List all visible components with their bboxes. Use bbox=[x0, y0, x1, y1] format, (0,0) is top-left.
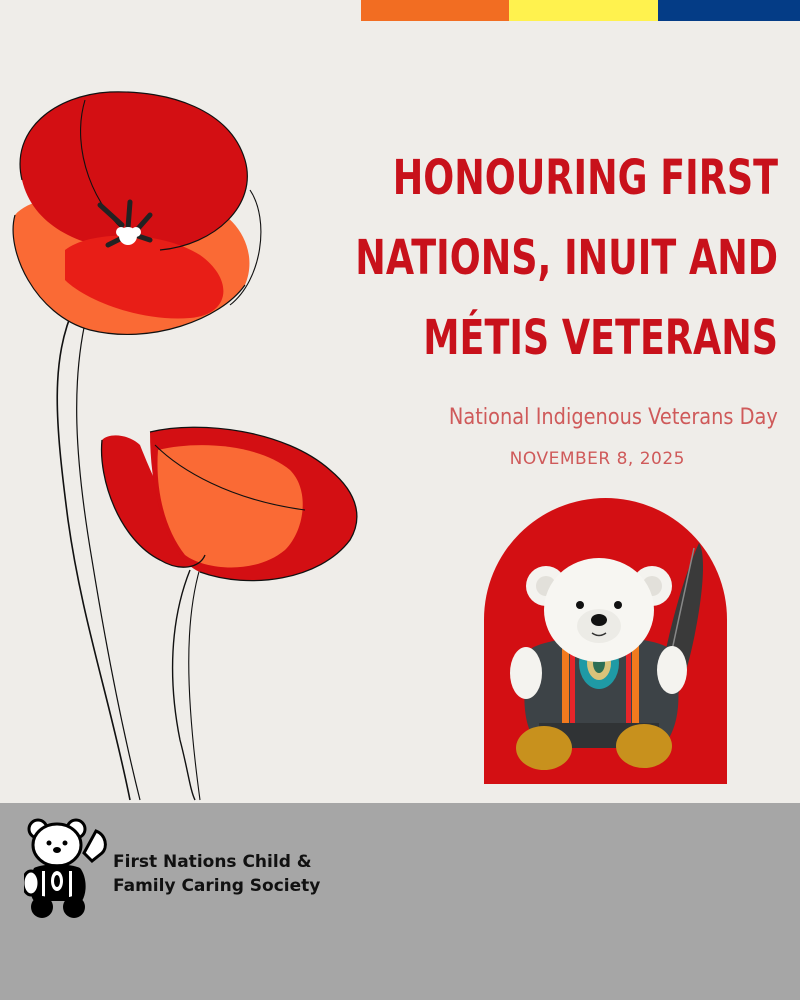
bear-with-feather-photo bbox=[484, 498, 727, 784]
event-date: NOVEMBER 8, 2025 bbox=[509, 449, 685, 469]
bear-photo-frame bbox=[484, 498, 727, 784]
organization-name bbox=[113, 850, 320, 898]
bear-logo-icon bbox=[24, 813, 110, 919]
title-line-2: NATIONS, INUIT AND bbox=[355, 230, 778, 286]
org-name-line-1: First Nations Child & bbox=[113, 852, 312, 872]
title-line-3: MÉTIS VETERANS bbox=[423, 310, 778, 366]
color-bar-orange bbox=[361, 0, 509, 21]
org-name-line-2: Family Caring Society bbox=[113, 876, 321, 896]
title-line-1: HONOURING FIRST bbox=[392, 150, 778, 206]
color-bar-yellow bbox=[509, 0, 658, 21]
footer bbox=[0, 803, 800, 1000]
event-name: National Indigenous Veterans Day bbox=[448, 405, 778, 430]
color-bar-blue bbox=[658, 0, 800, 21]
page-title bbox=[307, 138, 778, 378]
